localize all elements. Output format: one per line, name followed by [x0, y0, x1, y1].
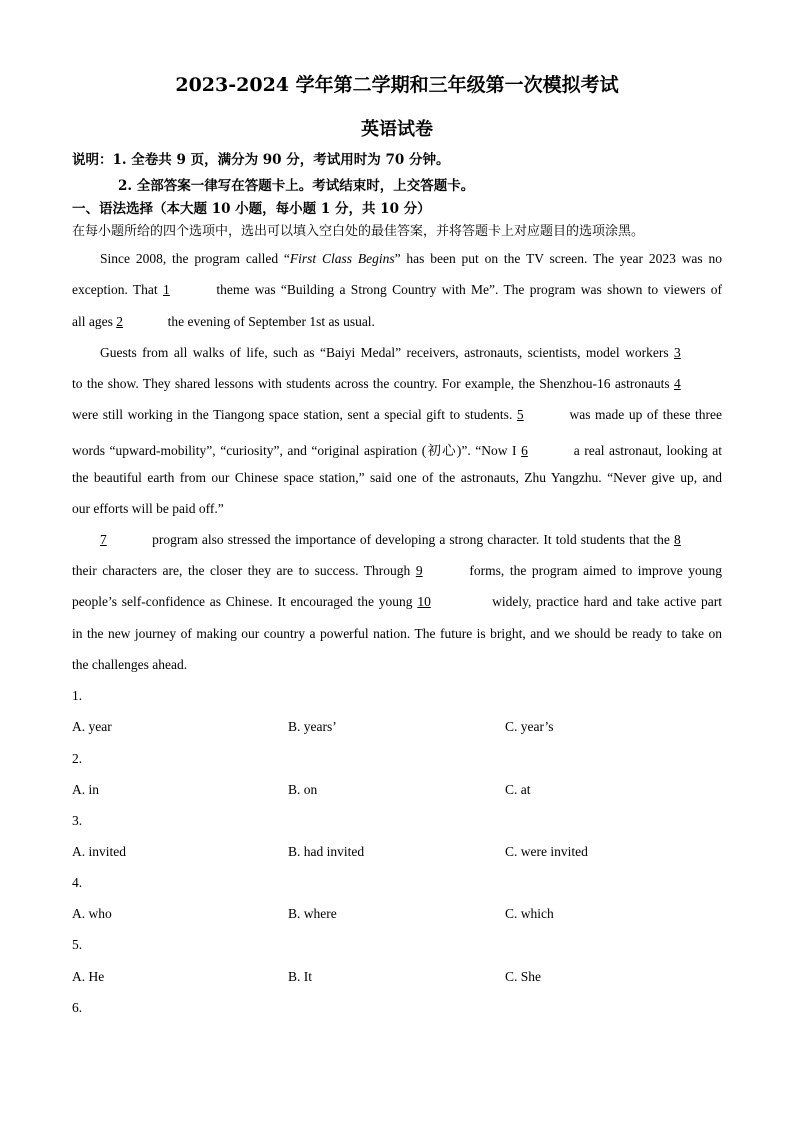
passage-line: the beautiful earth from our Chinese space station,” said one of the astronauts, Zhu Yangzhu. “Never give up, and	[72, 470, 722, 485]
question-3-option-a[interactable]: A. invited	[72, 844, 126, 859]
passage-line: in the new journey of making our country a powerful nation. The future is bright, and we should be ready to take on	[72, 626, 722, 641]
blank-3: 3	[674, 345, 681, 360]
passage-line: their characters are, the closer they are to success. Through 9 forms, the program aimed to improve young	[72, 563, 723, 578]
blank-7: 7	[100, 532, 107, 547]
blank-9: 9	[415, 563, 423, 578]
passage-line: our efforts will be paid off.”	[72, 501, 224, 516]
passage-line: the challenges ahead.	[72, 657, 188, 672]
exam-subtitle: 英语试卷	[361, 119, 433, 140]
section-heading: 一、语法选择（本大题 10 小题，每小题 1 分，共 10 分）	[72, 201, 431, 217]
question-1-option-c[interactable]: C. year’s	[505, 719, 554, 734]
passage-line: words “upward-mobility”, “curiosity”, and “original aspiration (初心)”. “Now I 6 a real astronaut, looking at	[72, 443, 723, 458]
question-5-option-c[interactable]: C. She	[505, 969, 542, 984]
passage-line: exception. That 1 theme was “Building a Strong Country with Me”. The program was shown to viewers of	[72, 282, 723, 297]
passage-line: Since 2008, the program called “First Class Begins” has been put on the TV screen. The year 2023 was no	[100, 251, 722, 266]
question-number: 1.	[72, 688, 83, 703]
question-4-option-a[interactable]: A. who	[72, 906, 112, 921]
passage-line: Guests from all walks of life, such as “Baiyi Medal” receivers, astronauts, scientists, model workers 3	[100, 345, 722, 361]
blank-4: 4	[674, 376, 681, 391]
question-number: 2.	[72, 751, 83, 766]
exam-title: 2023-2024 学年第二学期和三年级第一次模拟考试	[175, 74, 619, 96]
program-name: First Class Begins	[289, 251, 395, 266]
blank-6: 6	[521, 443, 528, 458]
passage-line: to the show. They shared lessons with students across the country. For example, the Shenzhou-16 astronauts 4	[72, 376, 722, 392]
question-2-option-a[interactable]: A. in	[72, 782, 99, 797]
blank-2: 2	[116, 314, 123, 329]
question-3-option-c[interactable]: C. were invited	[505, 844, 588, 859]
question-number: 3.	[72, 813, 83, 828]
question-2-option-b[interactable]: B. on	[288, 782, 318, 797]
question-4-option-c[interactable]: C. which	[505, 906, 554, 921]
passage-line: were still working in the Tiangong space station, sent a special gift to students. 5 was made up of these three	[72, 407, 723, 422]
question-number: 4.	[72, 875, 83, 890]
question-4-option-b[interactable]: B. where	[288, 906, 337, 921]
question-5-option-a[interactable]: A. He	[72, 969, 105, 984]
blank-1: 1	[163, 282, 170, 297]
blank-10: 10	[417, 594, 431, 609]
exam-instructions-line-1: 说明：1. 全卷共 9 页，满分为 90 分，考试用时为 70 分钟。	[72, 152, 450, 168]
passage-line: people’s self-confidence as Chinese. It encouraged the young 10 widely, practice hard and take active part	[72, 594, 723, 609]
question-1-option-b[interactable]: B. years’	[288, 719, 337, 734]
passage-line: 7 program also stressed the importance of developing a strong character. It told students that the 8	[100, 532, 722, 548]
exam-instructions-line-2: 2. 全部答案一律写在答题卡上。考试结束时，上交答题卡。	[118, 178, 475, 194]
question-2-option-c[interactable]: C. at	[505, 782, 531, 797]
question-5-option-b[interactable]: B. It	[288, 969, 313, 984]
passage-line: all ages 2 the evening of September 1st as usual.	[72, 314, 375, 329]
blank-5: 5	[516, 407, 524, 422]
question-number: 5.	[72, 937, 83, 952]
question-3-option-b[interactable]: B. had invited	[288, 844, 365, 859]
question-number: 6.	[72, 1000, 83, 1015]
section-instruction: 在每小题所给的四个选项中，选出可以填入空白处的最佳答案，并将答题卡上对应题目的选项涂黑。	[72, 224, 645, 239]
question-1-option-a[interactable]: A. year	[72, 719, 112, 734]
blank-8: 8	[674, 532, 681, 547]
